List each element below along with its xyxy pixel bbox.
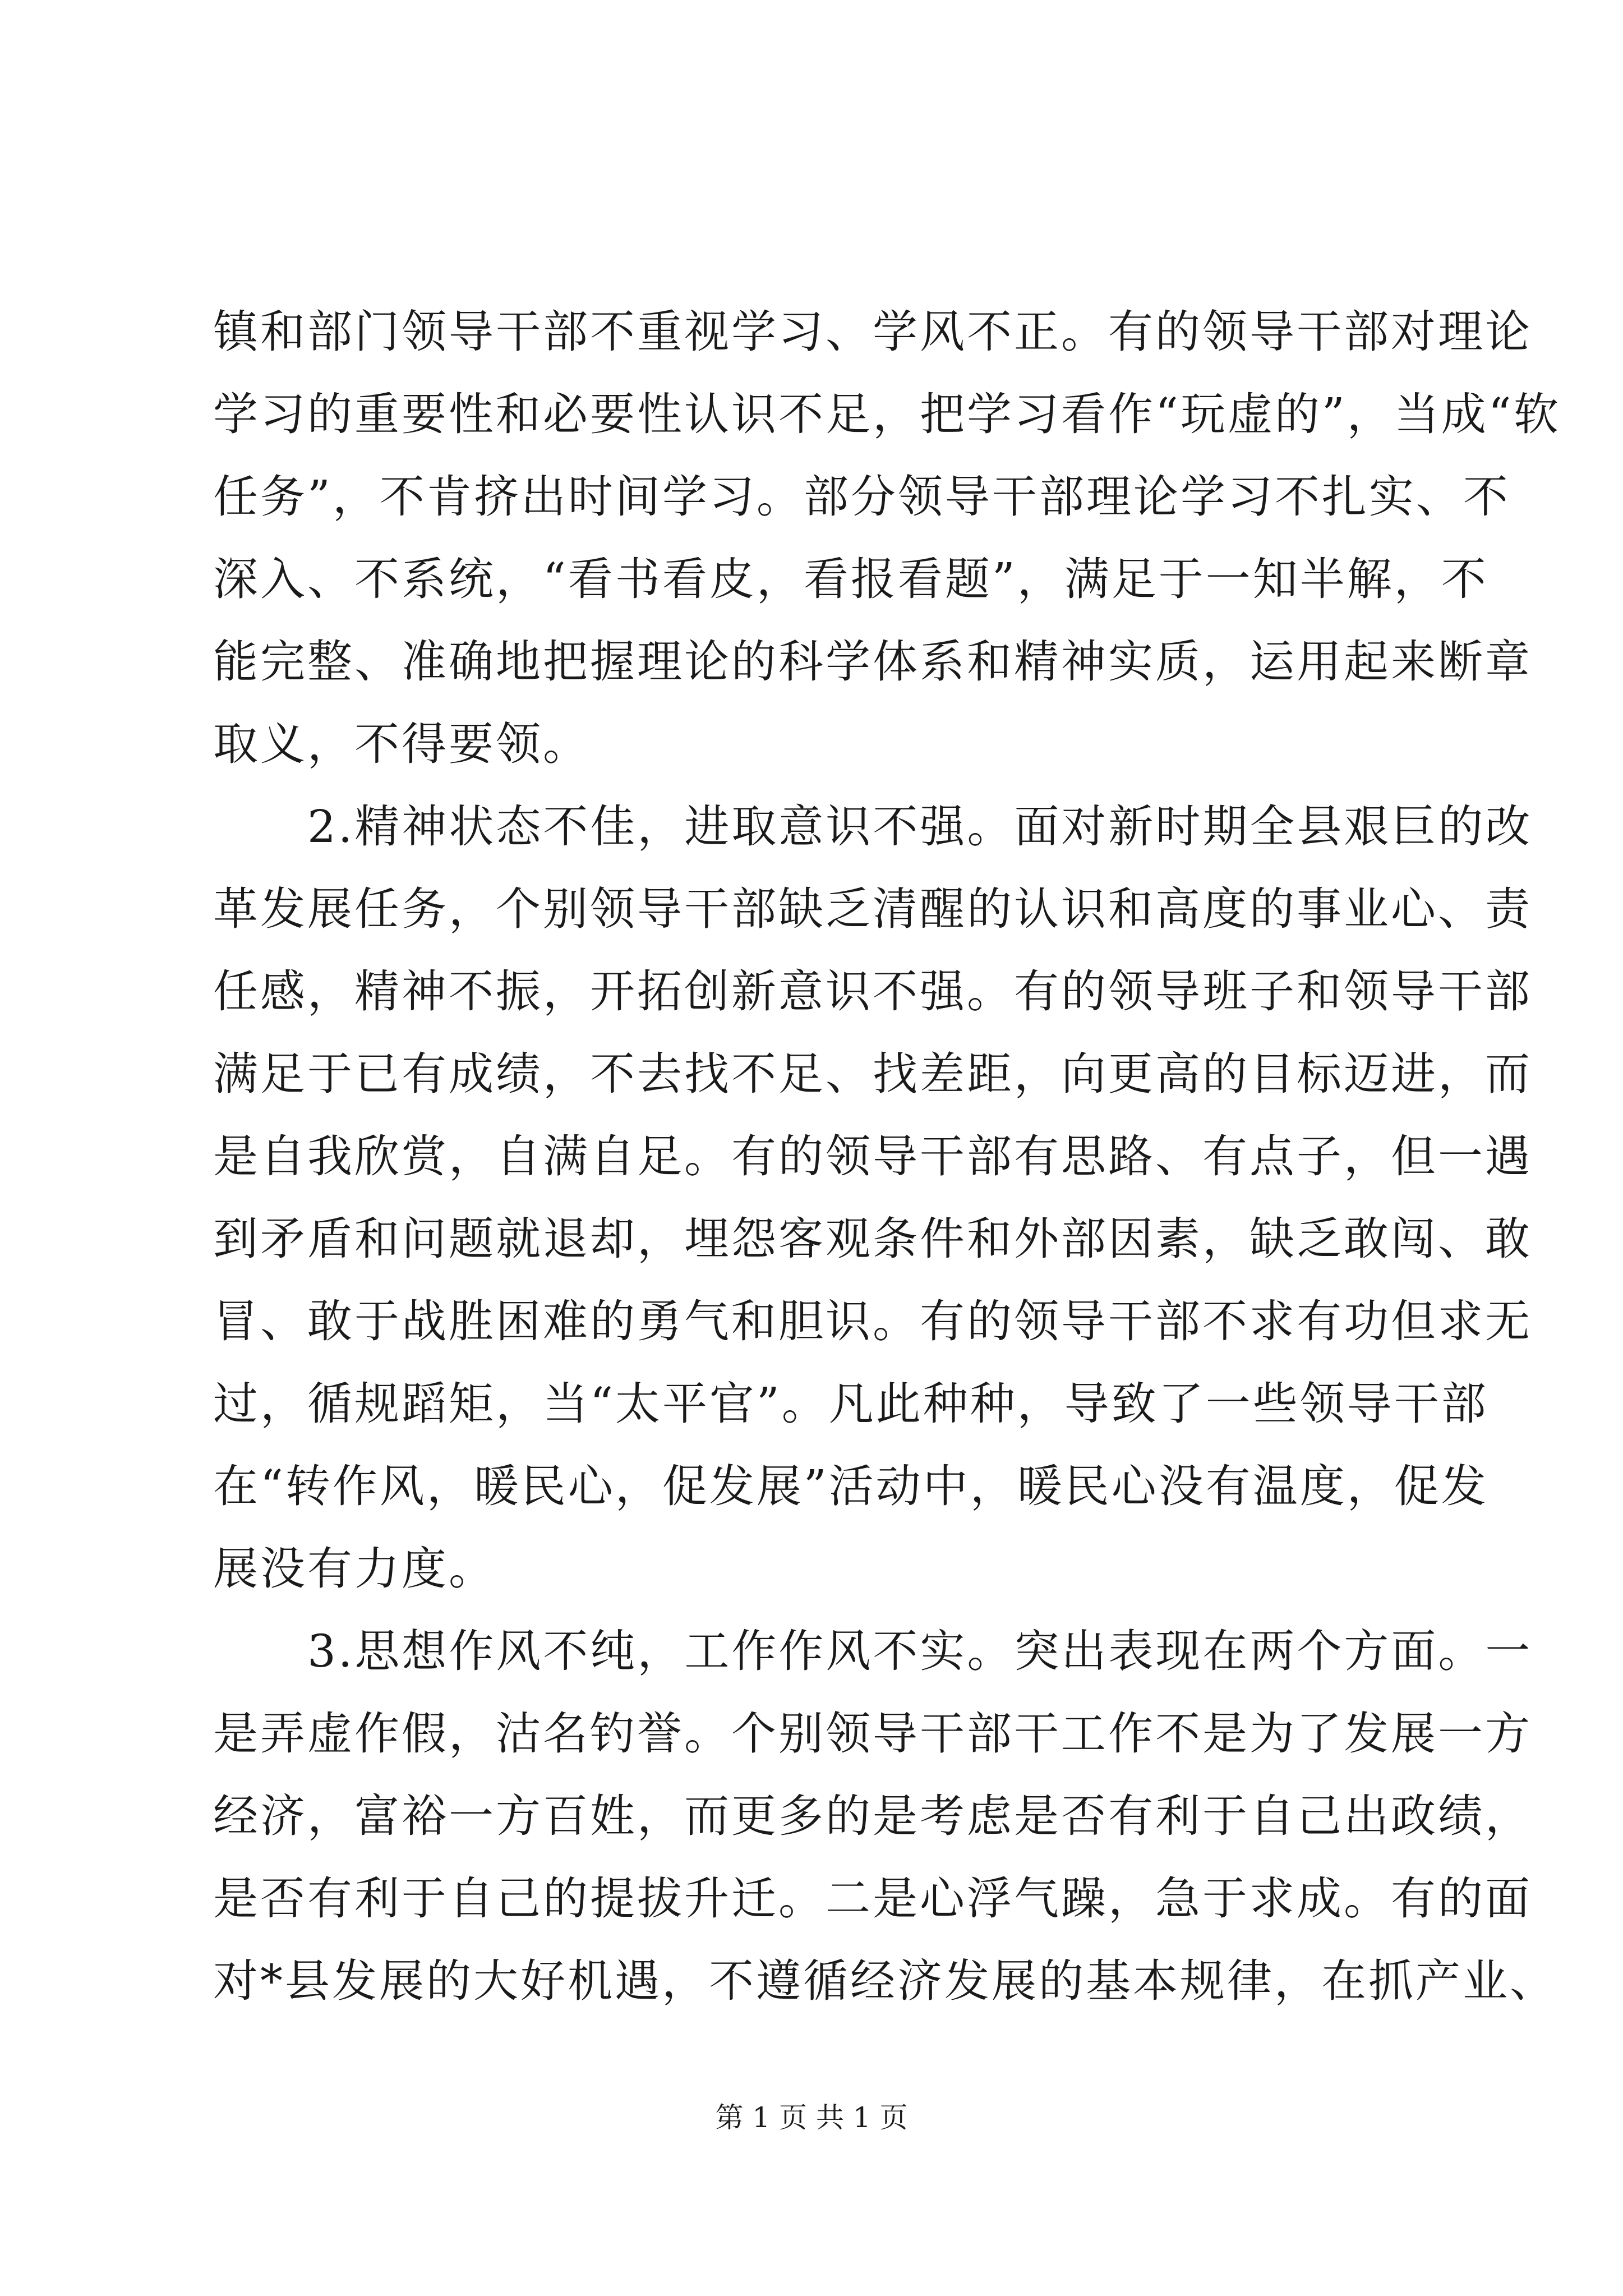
text-line: 学习的重要性和必要性认识不足，把学习看作“玩虚的”，当成“软: [213, 388, 1561, 440]
text-line: 2.精神状态不佳，进取意识不强。面对新时期全县艰巨的改: [213, 800, 1533, 853]
text-line: 能完整、准确地把握理论的科学体系和精神实质，运用起来断章: [213, 636, 1532, 688]
body-text: [213, 291, 1561, 2022]
text-line: 取义，不得要领。: [213, 718, 590, 770]
text-line: 到矛盾和问题就退却，埋怨客观条件和外部因素，缺乏敢闯、敢: [213, 1213, 1532, 1265]
text-line: 经济，富裕一方百姓，而更多的是考虑是否有利于自己出政绩，: [213, 1790, 1532, 1842]
page-footer: 第 1 页 共 1 页: [715, 2101, 908, 2134]
text-line: 3.思想作风不纯，工作作风不实。突出表现在两个方面。一: [213, 1625, 1533, 1677]
text-line: 是否有利于自己的提拔升迁。二是心浮气躁，急于求成。有的面: [213, 1872, 1532, 1925]
text-line: 任务”，不肯挤出时间学习。部分领导干部理论学习不扎实、不: [213, 471, 1510, 523]
text-line: 深入、不系统，“看书看皮，看报看题”，满足于一知半解，不: [213, 553, 1488, 605]
text-line: 冒、敢于战胜困难的勇气和胆识。有的领导干部不求有功但求无: [213, 1295, 1532, 1347]
text-line: 在“转作风，暖民心，促发展”活动中，暖民心没有温度，促发: [213, 1460, 1488, 1512]
text-line: 对*县发展的大好机遇，不遵循经济发展的基本规律，在抓产业、: [213, 1955, 1557, 2007]
text-line: 是自我欣赏，自满自足。有的领导干部有思路、有点子，但一遇: [213, 1130, 1532, 1182]
text-line: 革发展任务，个别领导干部缺乏清醒的认识和高度的事业心、责: [213, 883, 1532, 935]
text-line: 任感，精神不振，开拓创新意识不强。有的领导班子和领导干部: [213, 965, 1532, 1018]
text-line: 是弄虚作假，沽名钓誉。个别领导干部干工作不是为了发展一方: [213, 1708, 1532, 1760]
text-line: 展没有力度。: [213, 1543, 496, 1595]
text-line: 过，循规蹈矩，当“太平官”。凡此种种，导致了一些领导干部: [213, 1378, 1488, 1430]
text-line: 满足于已有成绩，不去找不足、找差距，向更高的目标迈进，而: [213, 1048, 1532, 1100]
text-line: 镇和部门领导干部不重视学习、学风不正。有的领导干部对理论: [213, 306, 1532, 358]
